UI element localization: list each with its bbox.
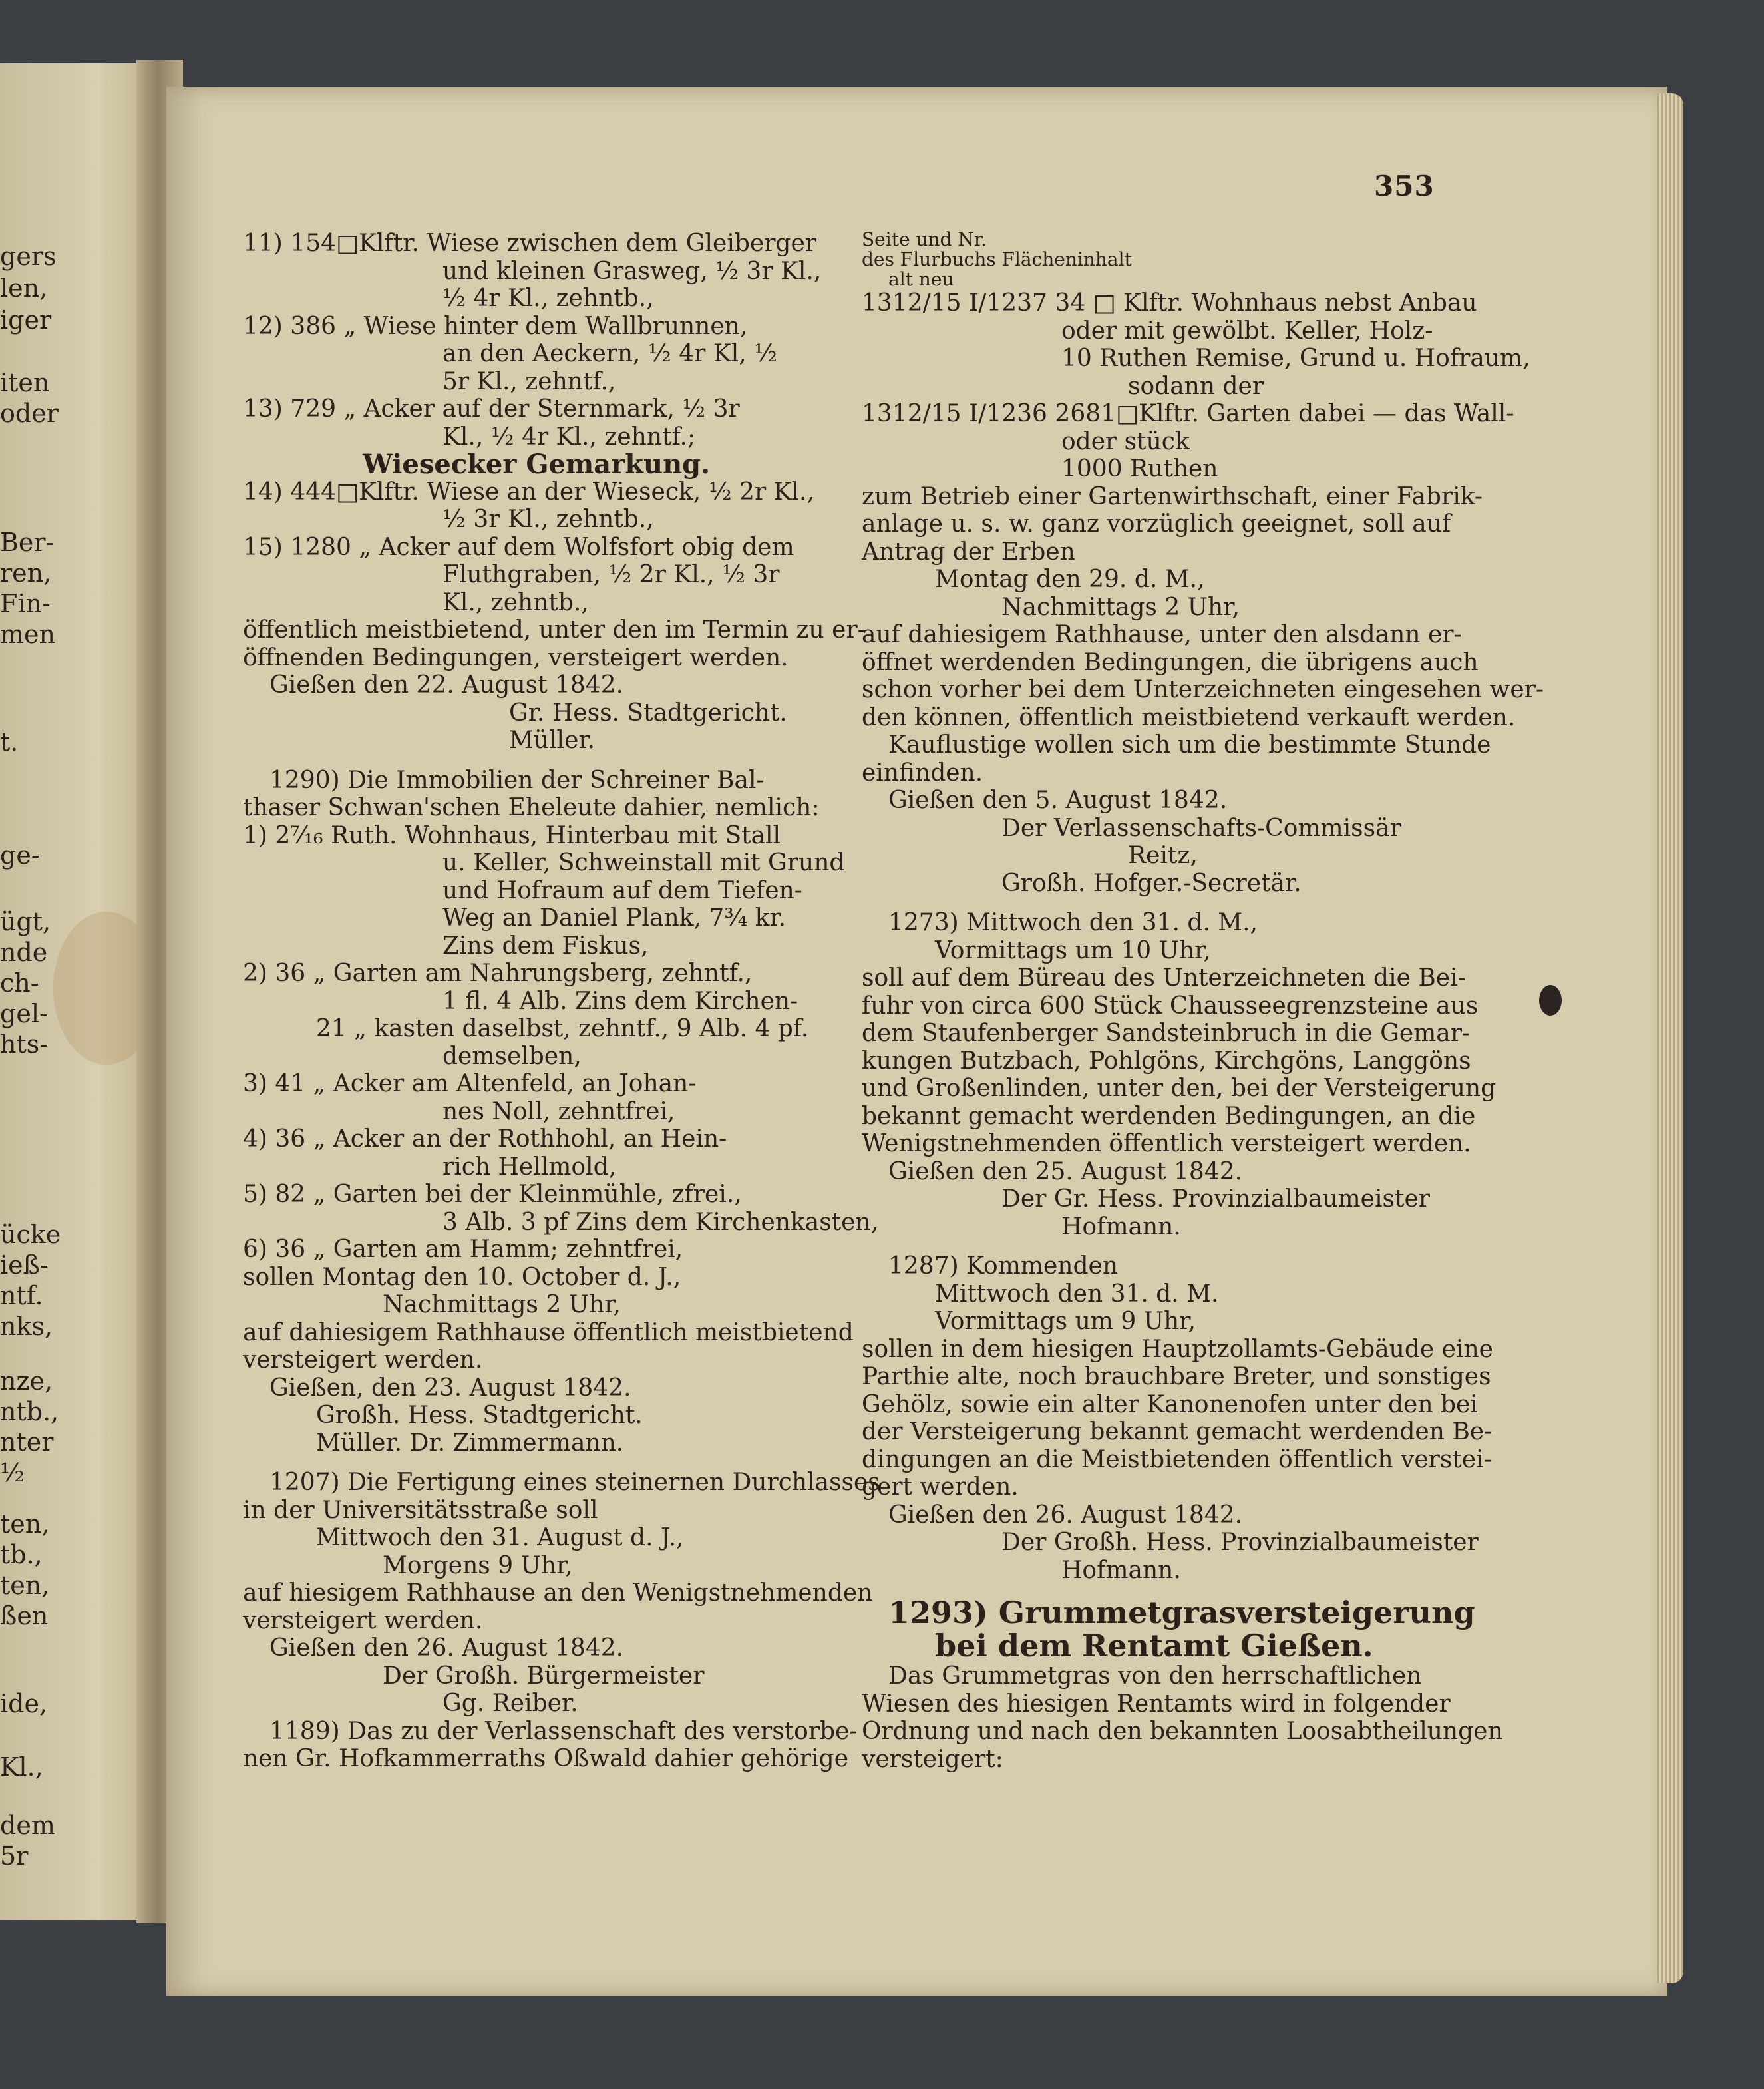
text-line: versteigert:: [862, 1745, 1003, 1773]
signature-line: Großh. Hofger.-Secretär.: [1001, 869, 1302, 897]
left-fragment: ch-: [0, 968, 39, 998]
text-line: Nachmittags 2 Uhr,: [383, 1291, 621, 1318]
left-fragment: ren,: [0, 558, 52, 588]
section-heading: Wiesecker Gemarkung.: [363, 449, 711, 480]
text-line: dem Staufenberger Sandsteinbruch in die Gemar-: [862, 1020, 1471, 1047]
text-line: schon vorher bei dem Unterzeichneten eingesehen wer-: [862, 676, 1544, 703]
left-fragment: nze,: [0, 1366, 53, 1396]
notice-start: 1189) Das zu der Verlassenschaft des verstorbe-: [269, 1717, 858, 1745]
left-fragment: Kl.,: [0, 1752, 43, 1782]
left-fragment: ge-: [0, 841, 40, 870]
text-line: 21 „ kasten daselbst, zehntf., 9 Alb. 4 pf.: [316, 1015, 809, 1042]
text-line: Kl., zehntb.,: [442, 588, 589, 616]
text-line: 6) 36 „ Garten am Hamm; zehntfrei,: [243, 1236, 683, 1263]
left-fragment: gel-: [0, 999, 48, 1028]
text-line: 5) 82 „ Garten bei der Kleinmühle, zfrei.,: [243, 1181, 742, 1208]
table-row: 10 Ruthen Remise, Grund u. Hofraum,: [1061, 345, 1530, 372]
notice-start: 1273) Mittwoch den 31. d. M.,: [888, 909, 1258, 936]
text-line: 13) 729 „ Acker auf der Sternmark, ½ 3r: [243, 395, 740, 423]
left-column: [243, 230, 880, 1773]
text-line: einfinden.: [862, 759, 983, 787]
page-number: 353: [1374, 170, 1435, 202]
text-line: 3) 41 „ Acker am Altenfeld, an Johan-: [243, 1070, 697, 1097]
text-line: 5r Kl., zehntf.,: [442, 367, 616, 395]
text-line: soll auf dem Büreau des Unterzeichneten die Bei-: [862, 964, 1466, 992]
table-row: 1000 Ruthen: [1061, 455, 1218, 482]
text-line: öffnet werdenden Bedingungen, die übrigens auch: [862, 648, 1479, 676]
signature-line: Großh. Hess. Stadtgericht.: [316, 1402, 643, 1429]
text-line: ½ 3r Kl., zehntb.,: [442, 506, 654, 533]
notice-start: 1287) Kommenden: [888, 1252, 1119, 1280]
signature-line: Der Verlassenschafts-Commissär: [1001, 814, 1401, 842]
left-fragment: men: [0, 620, 55, 649]
notice-start: 1207) Die Fertigung eines steinernen Durchlasses: [269, 1469, 880, 1496]
left-fragment: t.: [0, 727, 19, 757]
text-line: Vormittags um 9 Uhr,: [935, 1308, 1196, 1335]
page-edges: [1657, 93, 1683, 1983]
ink-blot: [1539, 985, 1562, 1016]
date-line: Gießen den 5. August 1842.: [888, 787, 1228, 814]
text-line: Gehölz, sowie ein alter Kanonenofen unter den bei: [862, 1390, 1478, 1418]
text-line: anlage u. s. w. ganz vorzüglich geeignet, soll auf: [862, 510, 1451, 538]
text-line: in der Universitätsstraße soll: [243, 1496, 598, 1524]
text-line: ½ 4r Kl., zehntb.,: [442, 285, 654, 312]
left-fragment: iten: [0, 368, 50, 397]
text-line: 12) 386 „ Wiese hinter dem Wallbrunnen,: [243, 312, 748, 340]
table-header: Seite und Nr.: [862, 228, 987, 250]
signature-line: Der Gr. Hess. Provinzialbaumeister: [1001, 1185, 1430, 1213]
text-line: den können, öffentlich meistbietend verkauft werden.: [862, 703, 1516, 731]
table-header: alt neu: [888, 268, 954, 290]
text-line: 1) 2⁷⁄₁₆ Ruth. Wohnhaus, Hinterbau mit Stall: [243, 821, 781, 849]
left-fragment: nks,: [0, 1312, 53, 1341]
text-line: nes Noll, zehntfrei,: [442, 1097, 675, 1125]
left-fragment: ½: [0, 1458, 25, 1487]
text-line: sollen Montag den 10. October d. J.,: [243, 1263, 681, 1291]
text-line: sollen in dem hiesigen Hauptzollamts-Gebäude eine: [862, 1335, 1493, 1363]
table-row: 1312/15 I/1236 2681□Klftr. Garten dabei — das Wall-: [862, 400, 1514, 427]
text-line: an den Aeckern, ½ 4r Kl, ½: [442, 340, 778, 367]
text-line: bekannt gemacht werdenden Bedingungen, an die: [862, 1102, 1476, 1130]
date-line: Gießen den 22. August 1842.: [269, 671, 624, 699]
left-fragment: gers: [0, 242, 57, 271]
left-fragment: ntb.,: [0, 1397, 59, 1426]
text-line: 11) 154□Klftr. Wiese zwischen dem Gleiberger: [243, 230, 816, 257]
notice-start: 1290) Die Immobilien der Schreiner Bal-: [269, 766, 765, 794]
text-line: Wiesen des hiesigen Rentamts wird in folgender: [862, 1690, 1451, 1718]
spacer: [862, 1240, 1441, 1252]
signature-line: Reitz,: [1128, 842, 1198, 869]
left-fragment: dem: [0, 1811, 55, 1840]
table-header: des Flurbuchs Flächeninhalt: [862, 248, 1132, 270]
text-line: auf dahiesigem Rathhause, unter den alsdann er-: [862, 621, 1462, 648]
signature-line: Hofmann.: [1061, 1213, 1181, 1240]
left-fragment: Ber-: [0, 528, 55, 557]
left-fragment: nde: [0, 938, 48, 967]
text-line: 4) 36 „ Acker an der Rothhohl, an Hein-: [243, 1125, 727, 1153]
left-fragment: ide,: [0, 1689, 48, 1718]
left-fragment: ten,: [0, 1571, 50, 1600]
text-line: rich Hellmold,: [442, 1153, 617, 1181]
date-line: Gießen, den 23. August 1842.: [269, 1374, 631, 1402]
left-fragment: ten,: [0, 1509, 50, 1539]
left-fragment: hts-: [0, 1030, 49, 1059]
text-line: u. Keller, Schweinstall mit Grund: [442, 849, 845, 876]
text-line: 15) 1280 „ Acker auf dem Wolfsfort obig dem: [243, 533, 794, 561]
text-line: dingungen an die Meistbietenden öffentlich verstei-: [862, 1445, 1492, 1473]
text-line: auf hiesigem Rathhause an den Wenigstnehmenden: [243, 1579, 873, 1607]
left-fragment: ßen: [0, 1601, 49, 1630]
text-line: und kleinen Grasweg, ½ 3r Kl.,: [442, 257, 822, 285]
text-line: nen Gr. Hofkammerraths Oßwald dahier gehörige: [243, 1745, 849, 1772]
text-line: Morgens 9 Uhr,: [383, 1551, 573, 1579]
text-line: Mittwoch den 31. August d. J.,: [316, 1524, 684, 1551]
table-row: oder stück: [1061, 427, 1190, 455]
text-line: 2) 36 „ Garten am Nahrungsberg, zehntf.,: [243, 960, 753, 987]
text-line: gert werden.: [862, 1473, 1019, 1501]
text-line: Zins dem Fiskus,: [442, 932, 649, 960]
text-line: Parthie alte, noch brauchbare Breter, und sonstiges: [862, 1363, 1491, 1390]
right-column: [862, 228, 1544, 1773]
left-fragment: tb.,: [0, 1540, 43, 1569]
left-fragment: oder: [0, 399, 59, 428]
text-line: versteigert werden.: [243, 1607, 483, 1634]
left-fragment: iger: [0, 305, 52, 335]
text-line: Wenigstnehmenden öffentlich versteigert werden.: [862, 1130, 1471, 1157]
text-line: und Großenlinden, unter den, bei der Versteigerung: [862, 1075, 1497, 1102]
table-row: oder mit gewölbt. Keller, Holz-: [1061, 317, 1433, 345]
signature-line: Hofmann.: [1061, 1556, 1181, 1584]
text-line: und Hofraum auf dem Tiefen-: [442, 876, 802, 904]
signature-line: Gr. Hess. Stadtgericht.: [509, 699, 787, 727]
text-line: 1 fl. 4 Alb. Zins dem Kirchen-: [442, 987, 798, 1015]
spacer: [243, 1457, 828, 1469]
table-row: sodann der: [1128, 372, 1264, 400]
date-line: Gießen den 26. August 1842.: [269, 1634, 624, 1662]
text-line: Mittwoch den 31. d. M.: [935, 1280, 1219, 1308]
text-line: öffentlich meistbietend, unter den im Termin zu er-: [243, 616, 866, 644]
spacer: [862, 897, 1441, 909]
left-fragment: ntf.: [0, 1281, 43, 1310]
text-line: Weg an Daniel Plank, 7¾ kr.: [442, 904, 787, 932]
left-fragment: nter: [0, 1427, 54, 1457]
section-heading: bei dem Rentamt Gießen.: [935, 1628, 1373, 1664]
signature-line: Der Großh. Hess. Provinzialbaumeister: [1001, 1529, 1479, 1556]
spacer: [243, 755, 828, 767]
table-row: 1312/15 I/1237 34 □ Klftr. Wohnhaus nebst Anbau: [862, 289, 1477, 317]
text-line: kungen Butzbach, Pohlgöns, Kirchgöns, Langgöns: [862, 1047, 1471, 1075]
text-line: 14) 444□Klftr. Wiese an der Wieseck, ½ 2r Kl.,: [243, 478, 814, 506]
text-line: Montag den 29. d. M.,: [935, 566, 1205, 593]
signature-line: Der Großh. Bürgermeister: [383, 1662, 705, 1690]
left-fragment: 5r: [0, 1841, 29, 1871]
left-fragment: len,: [0, 274, 48, 303]
text-line: Ordnung und nach den bekannten Loosabtheilungen: [862, 1718, 1503, 1745]
left-fragment: ügt,: [0, 907, 51, 936]
signature-line: Müller. Dr. Zimmermann.: [316, 1429, 624, 1457]
text-line: auf dahiesigem Rathhause öffentlich meistbietend: [243, 1318, 854, 1346]
text-line: demselben,: [442, 1042, 582, 1070]
date-line: Gießen den 26. August 1842.: [888, 1501, 1243, 1529]
text-line: versteigert werden.: [243, 1346, 483, 1374]
text-line: Das Grummetgras von den herrschaftlichen: [888, 1662, 1422, 1690]
text-line: Kl., ½ 4r Kl., zehntf.;: [442, 423, 696, 451]
signature-line: Gg. Reiber.: [442, 1690, 578, 1717]
text-line: 3 Alb. 3 pf Zins dem Kirchenkasten,: [442, 1208, 879, 1236]
left-fragment: ücke: [0, 1220, 61, 1249]
text-line: thaser Schwan'schen Eheleute dahier, nemlich:: [243, 794, 820, 821]
text-line: Nachmittags 2 Uhr,: [1001, 593, 1240, 621]
signature-line: Müller.: [509, 727, 596, 754]
text-line: der Versteigerung bekannt gemacht werdenden Be-: [862, 1418, 1493, 1445]
left-fragment: Fin-: [0, 589, 51, 618]
text-line: zum Betrieb einer Gartenwirthschaft, einer Fabrik-: [862, 482, 1483, 510]
date-line: Gießen den 25. August 1842.: [888, 1157, 1243, 1185]
text-line: Fluthgraben, ½ 2r Kl., ½ 3r: [442, 561, 780, 588]
text-line: fuhr von circa 600 Stück Chausseegrenzsteine aus: [862, 992, 1479, 1020]
text-line: Kauflustige wollen sich um die bestimmte Stunde: [888, 731, 1491, 759]
section-heading: 1293) Grummetgrasversteigerung: [888, 1595, 1475, 1630]
left-fragment: ieß-: [0, 1250, 49, 1280]
text-line: Vormittags um 10 Uhr,: [935, 936, 1211, 964]
text-line: Antrag der Erben: [862, 538, 1075, 566]
text-line: öffnenden Bedingungen, versteigert werden.: [243, 644, 789, 671]
